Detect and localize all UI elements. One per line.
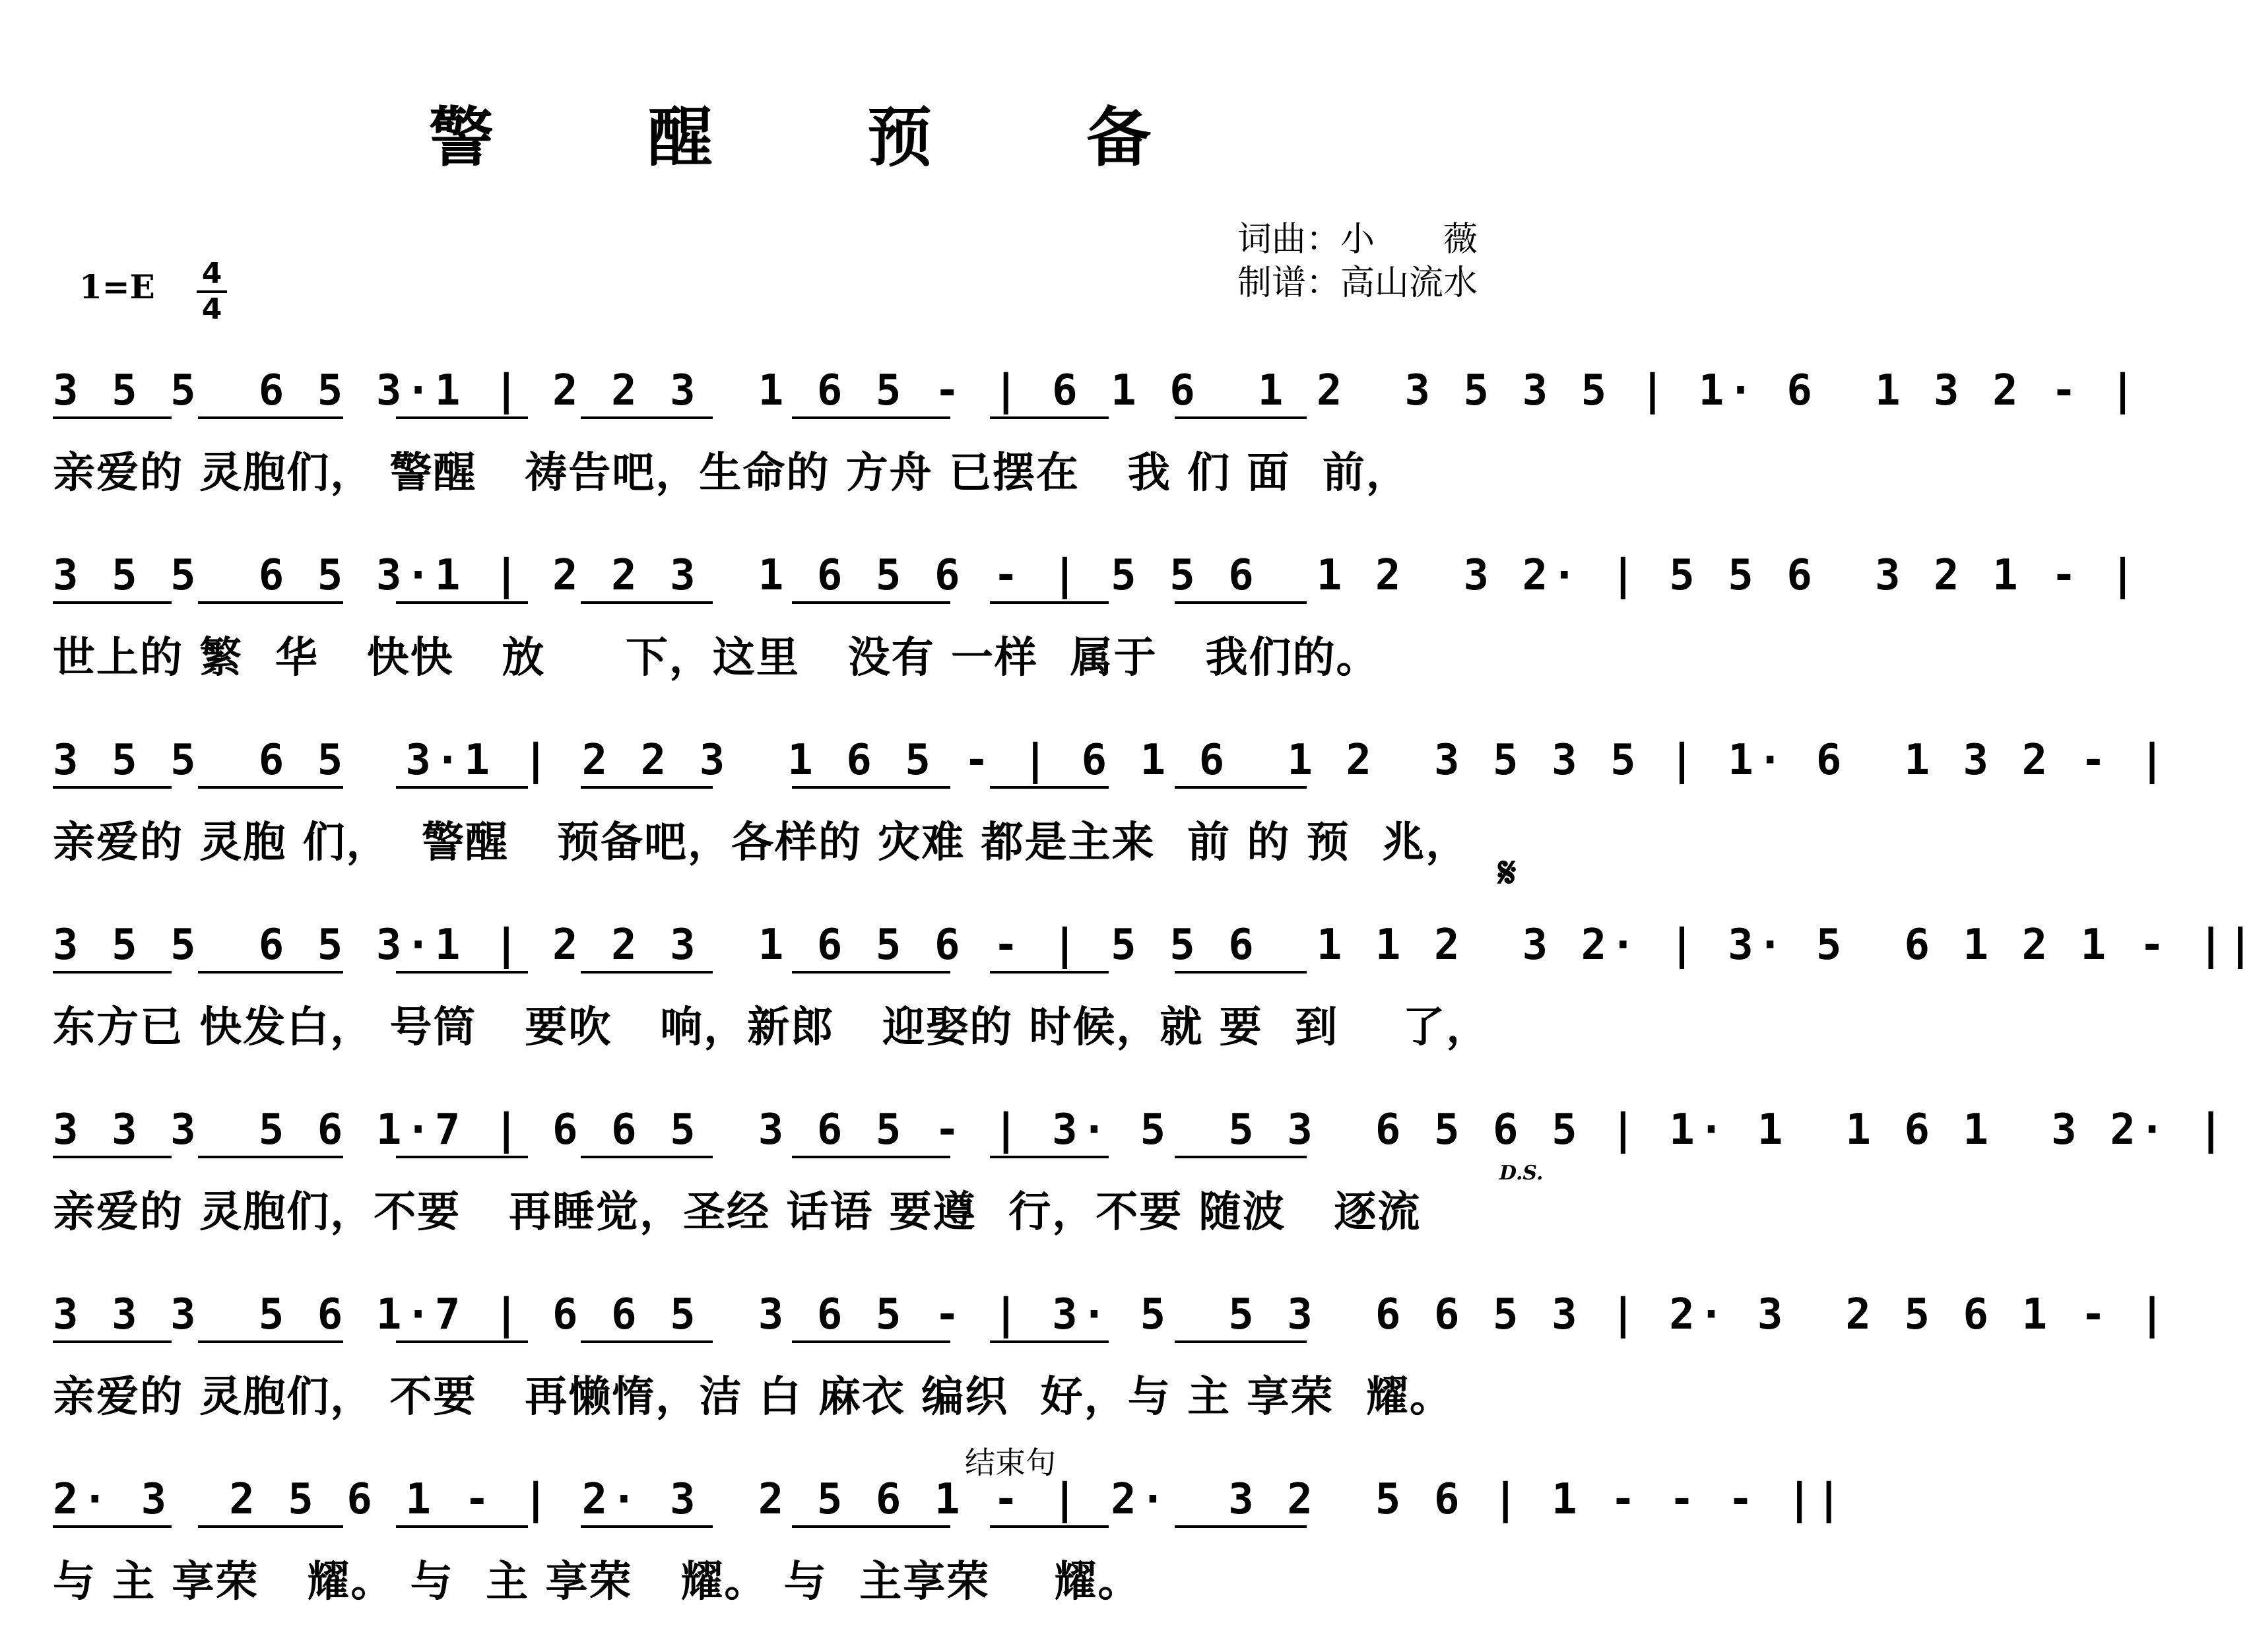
beam-lines: [53, 1264, 2169, 1350]
note-line: 3 3 3 5 6 1·7 | 6 6 5 3 6 5 - | 3· 5 5 3 6 6 5 3 | 2· 3 2 5 6 1 - |: [53, 1290, 2169, 1339]
note-line: 2· 3 2 5 6 1 - | 2· 3 2 5 6 1 - | 2· 3 2 5 6 | 1 - - - ||: [53, 1475, 1846, 1524]
note-line: 3 5 5 6 5 3·1 | 2 2 3 1 6 5 - | 6 1 6 1 2 3 5 3 5 | 1· 6 1 3 2 - |: [53, 366, 2140, 415]
lyric-line: 与 主 享荣 耀。 与 主 享荣 耀。 与 主享荣 耀。: [53, 1558, 1142, 1606]
time-signature-bottom: 4: [201, 292, 222, 326]
beam-lines: [53, 894, 2257, 980]
notation-row: [53, 1079, 2228, 1165]
beam-lines: [53, 1449, 1846, 1535]
ds-mark: D.S.: [1499, 1162, 1544, 1185]
lyrics-music-credit: 词曲：小 薇: [1237, 220, 1478, 259]
notation-row: [53, 1264, 2169, 1350]
beam-lines: [53, 710, 2169, 795]
notation-row: [53, 894, 2257, 980]
lyric-line: 亲爱的 灵胞们，不要 再睡觉，圣经 话语 要遵 行，不要 随波 逐流: [53, 1188, 1422, 1237]
credits: [1237, 218, 1478, 305]
coda-label: 结束句: [965, 1445, 1056, 1480]
beam-lines: [53, 525, 2140, 611]
lyric-line: 亲爱的 灵胞们， 不要 再懒惰，洁 白 麻衣 编织 好，与 主 享荣 耀。: [53, 1373, 1453, 1422]
time-signature: [197, 259, 227, 325]
note-line: 3 5 5 6 5 3·1 | 2 2 3 1 6 5 6 - | 5 5 6 1 1 2 3 2· | 3· 5 6 1 2 1 - ||: [53, 921, 2257, 970]
lyric-line: 亲爱的 灵胞们， 警醒 祷告吧，生命的 方舟 已摆在 我 们 面 前，: [53, 449, 1410, 498]
song-title: 警 醒 预 备: [428, 100, 1218, 176]
key-signature: 1=E: [79, 267, 155, 306]
beam-lines: [53, 1079, 2228, 1165]
note-line: 3 5 5 6 5 3·1 | 2 2 3 1 6 5 - | 6 1 6 1 2 3 5 3 5 | 1· 6 1 3 2 - |: [53, 736, 2169, 785]
lyric-line: 东方已 快发白， 号筒 要吹 响，新郎 迎娶的 时候，就 要 到 了，: [53, 1003, 1490, 1052]
notation-credit: 制谱：高山流水: [1237, 263, 1478, 303]
lyric-line: 世上的 繁 华 快快 放 下，这里 没有 一样 属于 我们的。: [53, 634, 1380, 682]
beam-lines: [53, 340, 2140, 426]
notation-row: [53, 1449, 1846, 1535]
lyric-line: 亲爱的 灵胞 们， 警醒 预备吧，各样的 灾难 都是主来 前 的 预 兆，: [53, 818, 1470, 867]
time-signature-top: 4: [201, 257, 222, 290]
notation-row: [53, 710, 2169, 795]
notation-row: [53, 525, 2140, 611]
note-line: 3 3 3 5 6 1·7 | 6 6 5 3 6 5 - | 3· 5 5 3 6 5 6 5 | 1· 1 1 6 1 3 2· |: [53, 1106, 2228, 1154]
segno-mark: 𝄋: [1498, 848, 1517, 898]
notation-row: [53, 340, 2140, 426]
note-line: 3 5 5 6 5 3·1 | 2 2 3 1 6 5 6 - | 5 5 6 1 2 3 2· | 5 5 6 3 2 1 - |: [53, 551, 2140, 600]
